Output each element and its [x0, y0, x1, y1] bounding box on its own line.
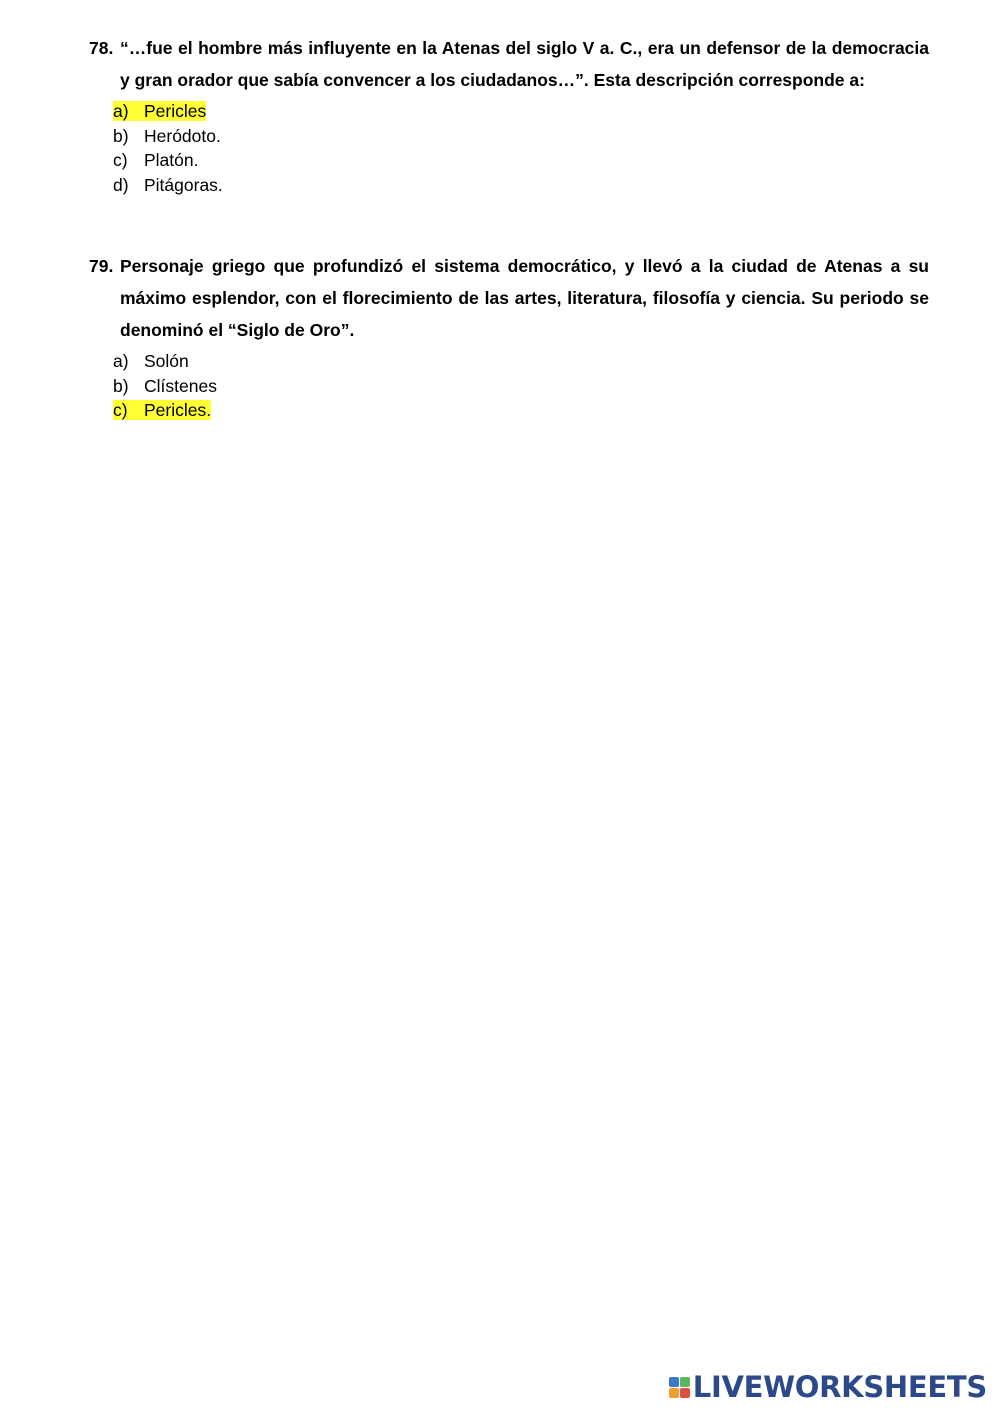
option-c[interactable]: [113, 398, 929, 423]
option-highlight: [113, 400, 211, 420]
option-body: [113, 150, 198, 170]
question-stem: [89, 250, 929, 346]
logo-tile: [669, 1388, 679, 1398]
option-a[interactable]: [113, 349, 929, 374]
logo-tile: [680, 1388, 690, 1398]
option-text: Heródoto.: [144, 125, 221, 146]
question-number: 79.: [89, 256, 114, 276]
logo-tile: [680, 1377, 690, 1387]
option-text: Pitágoras.: [144, 174, 223, 195]
options-list: [113, 349, 929, 423]
question-number: 78.: [89, 38, 114, 58]
question-stem: [89, 32, 929, 96]
option-c[interactable]: [113, 148, 929, 173]
question-text: Personaje griego que profundizó el sistema democrático, y llevó a la ciudad de Atenas a su máximo esplendor, con el florecimiento de las artes, literatura, filosofía y ciencia. Su periodo se denominó el “Siglo de Oro”.: [120, 256, 929, 340]
option-letter: c): [113, 150, 128, 170]
question-78: [89, 32, 929, 197]
option-text: Pericles: [144, 101, 207, 121]
option-letter: a): [113, 101, 129, 121]
liveworksheets-logo: [669, 1370, 987, 1404]
option-body: [113, 376, 217, 396]
logo-tile: [669, 1377, 679, 1387]
option-a[interactable]: [113, 99, 929, 124]
logo-wordmark: LIVEWORKSHEETS: [692, 1370, 987, 1404]
option-text: Pericles.: [144, 400, 212, 420]
option-highlight: [113, 101, 206, 121]
option-letter: b): [113, 375, 129, 396]
option-body: [113, 175, 223, 195]
option-d[interactable]: [113, 173, 929, 198]
logo-icon: [669, 1377, 690, 1398]
option-letter: b): [113, 125, 129, 146]
option-body: [113, 351, 189, 371]
options-list: [113, 99, 929, 197]
option-letter: a): [113, 351, 129, 371]
option-text: Platón.: [144, 150, 199, 170]
option-b[interactable]: [113, 124, 929, 149]
question-text: “…fue el hombre más influyente en la Atenas del siglo V a. C., era un defensor de la democracia y gran orador que sabía convencer a los ciudadanos…”. Esta descripción corresponde a:: [120, 38, 929, 90]
option-letter: d): [113, 174, 129, 195]
option-text: Solón: [144, 351, 189, 371]
option-body: [113, 126, 221, 146]
option-b[interactable]: [113, 374, 929, 399]
option-letter: c): [113, 400, 128, 420]
option-text: Clístenes: [144, 375, 217, 396]
question-79: [89, 250, 929, 423]
